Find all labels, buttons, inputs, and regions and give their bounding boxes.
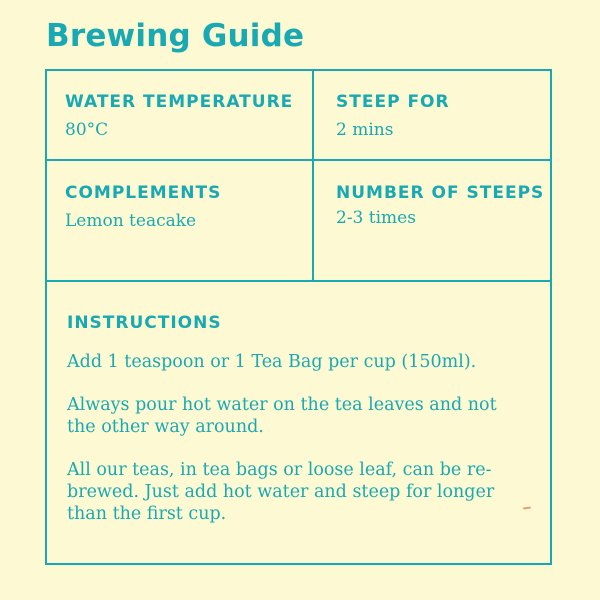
- instruction-paragraph: Always pour hot water on the tea leaves and not the other way around.: [67, 395, 497, 437]
- page-title: Brewing Guide: [46, 18, 305, 54]
- instruction-paragraph: Add 1 teaspoon or 1 Tea Bag per cup (150ml).: [67, 352, 477, 372]
- water-temperature-label: WATER TEMPERATURE: [65, 92, 294, 112]
- number-of-steeps-value: 2-3 times: [336, 208, 416, 228]
- steep-for-label: STEEP FOR: [336, 92, 450, 112]
- instruction-paragraph: All our teas, in tea bags or loose leaf, can be re-brewed. Just add hot water and steep for longer than the first cup.: [67, 460, 495, 524]
- complements-cell: [65, 183, 221, 231]
- row-divider: [47, 159, 550, 161]
- number-of-steeps-cell: [336, 183, 544, 228]
- column-divider: [312, 71, 314, 280]
- steep-for-value: 2 mins: [336, 120, 394, 140]
- instructions-cell: [67, 313, 527, 546]
- row-divider: [47, 280, 550, 282]
- complements-label: COMPLEMENTS: [65, 183, 222, 203]
- brewing-guide-table: [45, 69, 552, 565]
- complements-value: Lemon teacake: [65, 211, 197, 231]
- instructions-label: INSTRUCTIONS: [67, 313, 222, 333]
- steep-for-cell: [336, 92, 450, 140]
- water-temperature-value: 80°C: [65, 120, 109, 140]
- number-of-steeps-label: NUMBER OF STEEPS: [336, 183, 545, 203]
- water-temperature-cell: [65, 92, 293, 140]
